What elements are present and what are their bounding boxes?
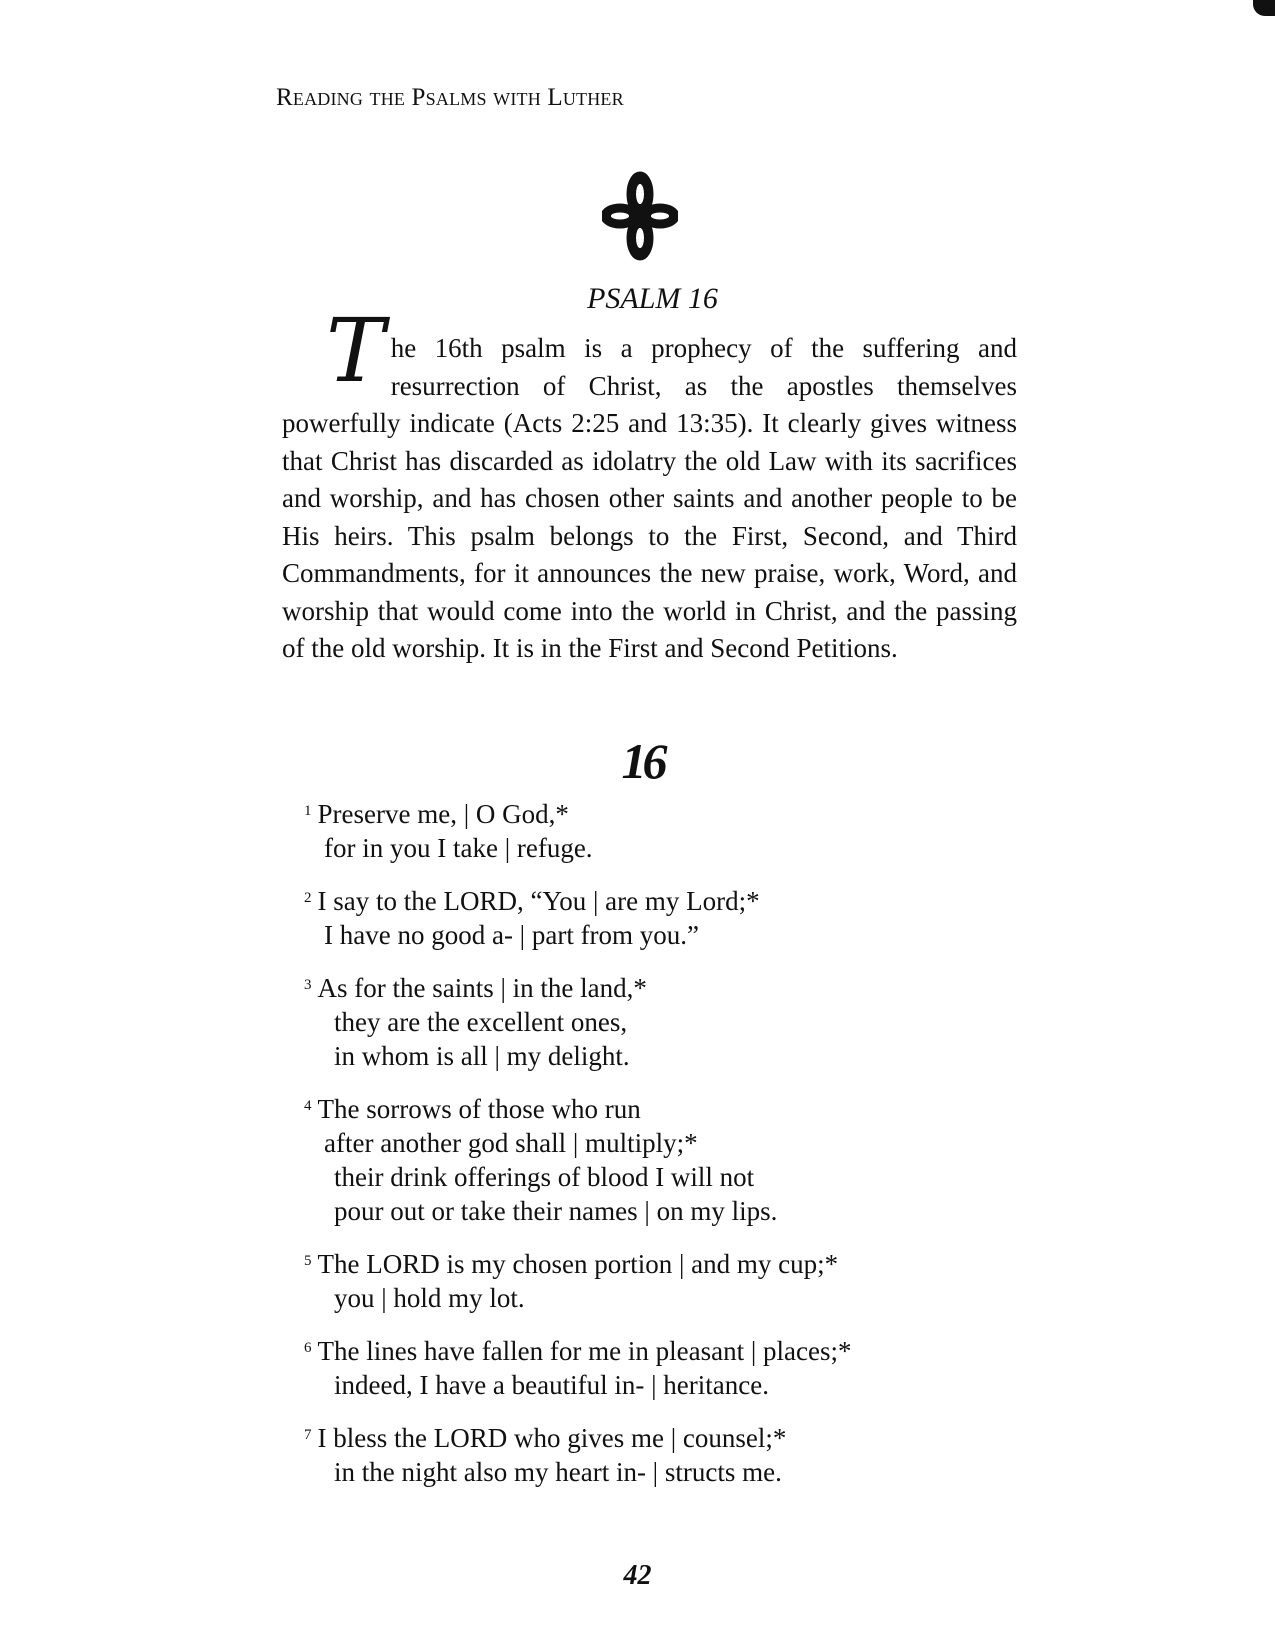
psalm-title: PSALM 16 [587,282,718,315]
page-number: 42 [623,1560,652,1591]
verse-line: for in you I take | refuge. [324,833,593,863]
verse-line: I say to the LORD, “You | are my Lord;* [317,886,760,916]
verse-line: pour out or take their names | on my lips. [334,1196,778,1226]
verse-line: As for the saints | in the land,* [317,973,647,1003]
intro-paragraph [282,299,1017,668]
verse-line: after another god shall | multiply;* [324,1128,698,1158]
verse-line: The LORD is my chosen portion | and my cup;* [317,1249,839,1279]
verse-number: 4 [304,1098,312,1114]
psalm-number: 16 [621,733,664,789]
verse-number: 3 [304,977,312,993]
intro-text: he 16th psalm is a prophecy of the suffering and resurrection of Christ, as the apostles themselves powerfully indicate (Acts 2:25 and 13:35). It clearly gives witness that Christ has discarded as idolatry the old Law with its sacrifices and worship, and has chosen other saints and another people to be His heirs. This psalm belongs to the First, Second, and Third Commandments, for it announces the new praise, work, Word, and worship that would come into the world in Christ, and the passing of the old worship. It is in the First and Second Petitions. [282,333,1017,663]
verse-number: 1 [304,803,312,819]
scan-corner-mark [1253,0,1275,16]
running-head: Reading the Psalms with Luther [276,84,624,111]
verse-number: 2 [304,890,312,906]
verse-number: 5 [304,1253,312,1269]
verse-7 [304,1418,1004,1489]
verse-number: 7 [304,1427,312,1443]
celtic-cross-ornament-icon [602,168,678,264]
verse-3 [304,968,1004,1073]
verse-5 [304,1244,1004,1315]
verse-line: I bless the LORD who gives me | counsel;* [317,1423,787,1453]
verse-line: The lines have fallen for me in pleasant | places;* [317,1336,852,1366]
verse-number: 6 [304,1340,312,1356]
verse-list [304,794,1004,1505]
verse-line: I have no good a- | part from you.” [324,920,700,950]
verse-line: their drink offerings of blood I will not [334,1162,755,1192]
verse-line: in the night also my heart in- | structs me. [334,1457,782,1487]
verse-line: indeed, I have a beautiful in- | heritance. [334,1370,769,1400]
verse-4 [304,1089,1004,1228]
verse-line: Preserve me, | O God,* [317,799,569,829]
drop-cap: T [326,299,385,402]
verse-line: The sorrows of those who run [317,1094,641,1124]
verse-line: in whom is all | my delight. [334,1041,630,1071]
verse-line: they are the excellent ones, [334,1007,628,1037]
verse-line: you | hold my lot. [334,1283,525,1313]
verse-2 [304,881,1004,952]
verse-6 [304,1331,1004,1402]
verse-1 [304,794,1004,865]
